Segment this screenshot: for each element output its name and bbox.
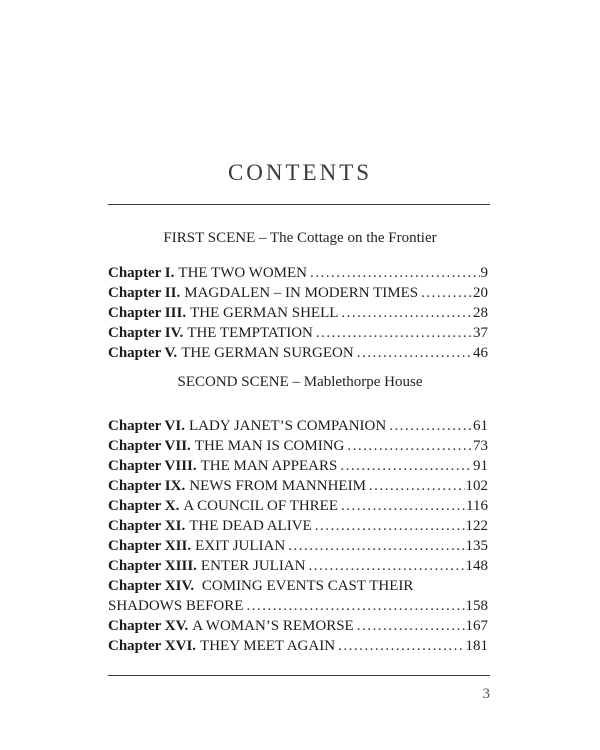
chapter-title: LADY JANET’S COMPANION [188, 418, 387, 434]
chapter-number: Chapter X. [108, 498, 180, 514]
chapter-title: THE MAN APPEARS [200, 458, 338, 474]
chapter-number: Chapter XV. [108, 618, 189, 634]
dot-leader [308, 556, 464, 576]
chapter-number: Chapter IX. [108, 478, 186, 494]
dot-leader [340, 456, 472, 476]
chapter-number: Chapter XII. [108, 538, 192, 554]
chapter-number: Chapter I. [108, 265, 175, 281]
toc-entry-first-line [108, 576, 488, 596]
page-ref: 148 [465, 558, 488, 574]
page-ref: 167 [465, 618, 488, 634]
toc-entry[interactable] [108, 556, 488, 576]
chapter-number: Chapter VIII. [108, 458, 197, 474]
chapter-title: THE GERMAN SHELL [190, 305, 339, 321]
toc-entry[interactable] [108, 636, 488, 656]
chapter-number: Chapter VII. [108, 438, 191, 454]
chapter-title: A WOMAN’S REMORSE [192, 618, 354, 634]
page-ref: 181 [465, 638, 488, 654]
page-ref: 102 [465, 478, 488, 494]
chapter-title: THE MAN IS COMING [194, 438, 345, 454]
dot-leader [316, 323, 472, 343]
page-ref: 158 [465, 598, 488, 614]
toc-entry[interactable] [108, 263, 488, 283]
chapter-number: Chapter III. [108, 305, 187, 321]
page-ref: 37 [473, 325, 488, 341]
page-ref: 122 [465, 518, 488, 534]
toc-entry[interactable] [108, 516, 488, 536]
page-number: 3 [482, 686, 490, 702]
top-divider [108, 204, 490, 205]
chapter-number: Chapter V. [108, 345, 178, 361]
scene-heading-first: FIRST SCENE – The Cottage on the Frontier [163, 230, 437, 246]
dot-leader [421, 283, 472, 303]
dot-leader [369, 476, 465, 496]
page-ref: 9 [480, 265, 488, 281]
dot-leader [357, 343, 472, 363]
dot-leader [341, 303, 472, 323]
dot-leader [315, 516, 465, 536]
toc-entry[interactable] [108, 343, 488, 363]
chapter-number: Chapter XIV. [108, 578, 195, 594]
dot-leader [310, 263, 480, 283]
toc-entry[interactable] [108, 536, 488, 556]
dot-leader [389, 416, 472, 436]
chapter-title: A COUNCIL OF THREE [183, 498, 338, 514]
chapter-number: Chapter XIII. [108, 558, 197, 574]
toc-entry[interactable] [108, 496, 488, 516]
chapter-number: Chapter XI. [108, 518, 186, 534]
toc-second-scene [108, 416, 488, 656]
chapter-title: EXIT JULIAN [195, 538, 286, 554]
dot-leader [338, 636, 464, 656]
chapter-title: THE TWO WOMEN [178, 265, 307, 281]
toc-entry[interactable] [108, 616, 488, 636]
toc-entry-multiline[interactable] [108, 576, 488, 616]
chapter-title: COMING EVENTS CAST THEIR [201, 578, 414, 594]
toc-entry[interactable] [108, 303, 488, 323]
page-ref: 73 [473, 438, 488, 454]
scene-heading-second: SECOND SCENE – Mablethorpe House [177, 374, 423, 390]
toc-entry-continuation [108, 596, 488, 616]
page-ref: 135 [465, 538, 488, 554]
chapter-title-continuation: SHADOWS BEFORE [108, 598, 244, 614]
toc-entry[interactable] [108, 416, 488, 436]
chapter-title: MAGDALEN – IN MODERN TIMES [184, 285, 419, 301]
chapter-number: Chapter II. [108, 285, 181, 301]
chapter-number: Chapter IV. [108, 325, 184, 341]
toc-entry[interactable] [108, 456, 488, 476]
bottom-divider [108, 675, 490, 676]
chapter-title: THE GERMAN SURGEON [181, 345, 354, 361]
toc-entry[interactable] [108, 436, 488, 456]
dot-leader [357, 616, 465, 636]
page-ref: 28 [473, 305, 488, 321]
dot-leader [288, 536, 464, 556]
dot-leader [246, 596, 464, 616]
dot-leader [347, 436, 472, 456]
page-title: CONTENTS [227, 160, 373, 185]
chapter-title: NEWS FROM MANNHEIM [189, 478, 366, 494]
page-ref: 116 [466, 498, 488, 514]
chapter-title: THE TEMPTATION [187, 325, 313, 341]
toc-entry[interactable] [108, 323, 488, 343]
page-ref: 61 [473, 418, 488, 434]
toc-entry[interactable] [108, 283, 488, 303]
chapter-number: Chapter XVI. [108, 638, 197, 654]
page-ref: 91 [473, 458, 488, 474]
dot-leader [341, 496, 465, 516]
page-ref: 46 [473, 345, 488, 361]
chapter-title: THE DEAD ALIVE [189, 518, 312, 534]
chapter-title: THEY MEET AGAIN [200, 638, 336, 654]
toc-first-scene [108, 263, 488, 363]
toc-entry[interactable] [108, 476, 488, 496]
chapter-title: ENTER JULIAN [200, 558, 306, 574]
chapter-number: Chapter VI. [108, 418, 185, 434]
page-ref: 20 [473, 285, 488, 301]
